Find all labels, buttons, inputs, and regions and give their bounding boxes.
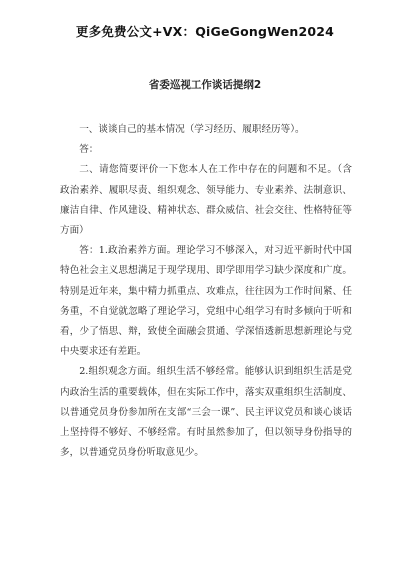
paragraph-answer-organization: 2.组织观念方面。组织生活不够经常。能够认识到组织生活是党内政治生活的重要载体，但在实际工作中，落实双重组织生活制度、以普通党员身份参加所在支部“三会一课”、民主评议党员和谈心谈话上坚持得不够好、不够经常。有时虽然参加了，但以领导身份指导的多，以普通党员身份听取意见少。: [60, 366, 352, 459]
document-body: [60, 120, 352, 463]
document-title: 省委巡视工作谈话提纲2: [148, 79, 262, 91]
paragraph-question-1: 一、谈谈自己的基本情况（学习经历、履职经历等）。: [79, 124, 305, 135]
paragraph-question-2: 二、请您简要评价一下您本人在工作中存在的问题和不足。（含政治素养、履职尽责、组织观念、领导能力、专业素养、法制意识、廉洁自律、作风建设、精神状态、群众威信、社会交往、性格特征等方面）: [60, 164, 352, 237]
paragraph-answer-political: 答：1.政治素养方面。理论学习不够深入，对习近平新时代中国特色社会主义思想满足于现学现用、即学即用学习缺少深度和广度。特别是近年来，集中精力抓重点、攻难点，往往因为工作时间紧、任务重，不自觉就忽略了理论学习，党组中心组学习有时多倾向于听和看，少了悟思、辩，致使全面融会贯通、学深悟透新思想新理论与党中央要求还有差距。: [60, 245, 352, 358]
paragraph-answer-1: 答：: [79, 144, 99, 156]
promo-banner: 更多免费公文+VX：QiGeGongWen2024: [75, 24, 335, 39]
